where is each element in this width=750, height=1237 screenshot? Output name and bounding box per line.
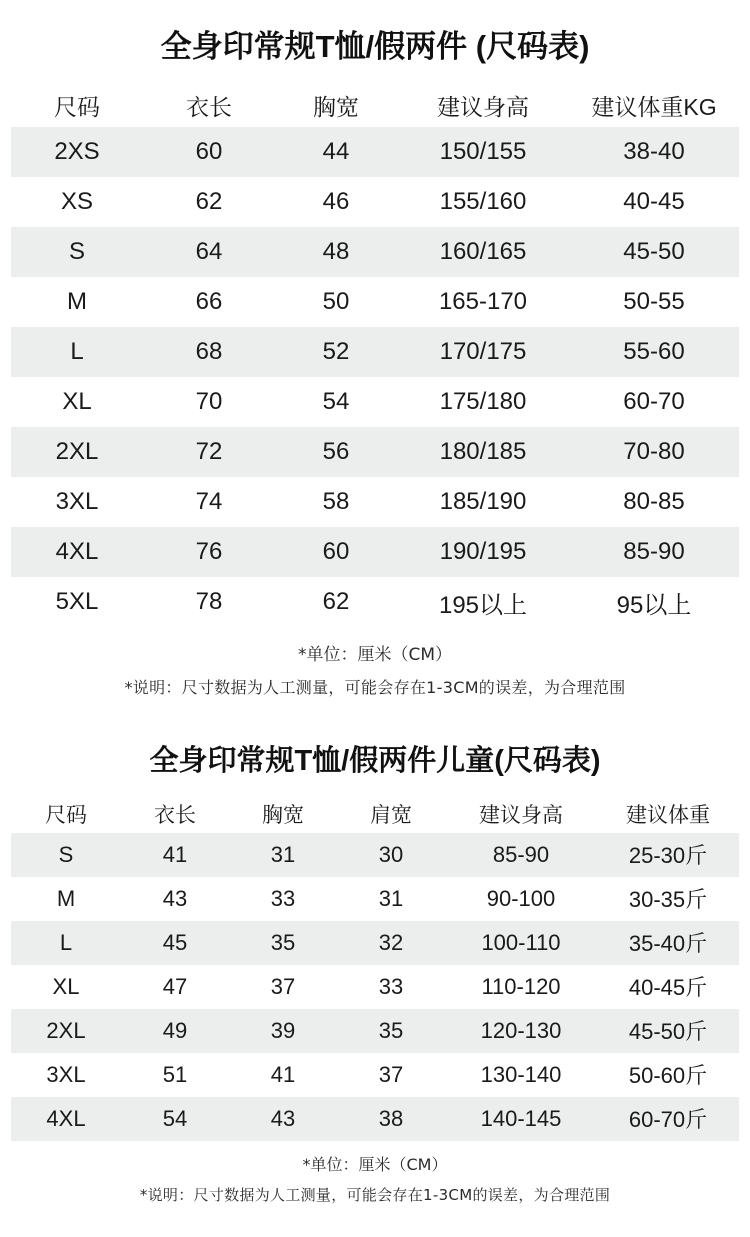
table-row [11, 833, 739, 877]
cell-height: 155/160 [397, 177, 569, 227]
cell-height: 100-110 [445, 921, 597, 965]
cell-height: 175/180 [397, 377, 569, 427]
cell-length: 78 [143, 577, 275, 627]
column-header-length: 衣长 [186, 93, 232, 120]
cell-height: 120-130 [445, 1009, 597, 1053]
column-header-weight: 建议体重 [626, 803, 710, 827]
cell-shoulder: 38 [337, 1097, 445, 1141]
cell-size: 5XL [11, 577, 143, 627]
cell-height: 195以上 [397, 577, 569, 627]
cell-length: 60 [143, 127, 275, 177]
cell-size: S [11, 227, 143, 277]
table-row [11, 177, 739, 227]
cell-weight: 40-45 [569, 177, 739, 227]
cell-shoulder: 32 [337, 921, 445, 965]
cell-weight: 30-35斤 [597, 877, 739, 921]
cell-height: 85-90 [445, 833, 597, 877]
table-row [11, 577, 739, 627]
cell-weight: 50-60斤 [597, 1053, 739, 1097]
kids-size-section [0, 712, 750, 1205]
adult-size-title: 全身印常规T恤/假两件 (尺码表) [160, 29, 590, 64]
cell-height: 180/185 [397, 427, 569, 477]
cell-size: XS [11, 177, 143, 227]
cell-length: 54 [121, 1097, 229, 1141]
table-row [11, 327, 739, 377]
cell-chest: 43 [229, 1097, 337, 1141]
cell-weight: 35-40斤 [597, 921, 739, 965]
cell-size: L [11, 921, 121, 965]
cell-size: 4XL [11, 1097, 121, 1141]
cell-size: M [11, 877, 121, 921]
cell-weight: 70-80 [569, 427, 739, 477]
cell-shoulder: 33 [337, 965, 445, 1009]
cell-length: 72 [143, 427, 275, 477]
table-row [11, 127, 739, 177]
cell-height: 140-145 [445, 1097, 597, 1141]
cell-length: 62 [143, 177, 275, 227]
cell-weight: 25-30斤 [597, 833, 739, 877]
cell-length: 45 [121, 921, 229, 965]
cell-length: 43 [121, 877, 229, 921]
adult-measurement-note: *说明：尺寸数据为人工测量，可能会存在1-3CM的误差，为合理范围 [124, 678, 626, 698]
cell-size: XL [11, 377, 143, 427]
cell-chest: 44 [275, 127, 397, 177]
cell-size: S [11, 833, 121, 877]
cell-chest: 60 [275, 527, 397, 577]
column-header-size: 尺码 [45, 803, 87, 827]
column-header-size: 尺码 [54, 93, 100, 120]
cell-weight: 60-70斤 [597, 1097, 739, 1141]
table-row [11, 277, 739, 327]
cell-size: 2XL [11, 427, 143, 477]
cell-chest: 37 [229, 965, 337, 1009]
cell-weight: 40-45斤 [597, 965, 739, 1009]
cell-chest: 48 [275, 227, 397, 277]
column-header-height: 建议身高 [437, 93, 529, 120]
cell-chest: 56 [275, 427, 397, 477]
kids-unit-note: *单位：厘米（CM） [302, 1154, 448, 1174]
cell-weight: 55-60 [569, 327, 739, 377]
cell-length: 64 [143, 227, 275, 277]
table-row [11, 877, 739, 921]
cell-chest: 62 [275, 577, 397, 627]
cell-chest: 41 [229, 1053, 337, 1097]
cell-chest: 31 [229, 833, 337, 877]
cell-chest: 54 [275, 377, 397, 427]
cell-height: 165-170 [397, 277, 569, 327]
cell-height: 190/195 [397, 527, 569, 577]
cell-length: 70 [143, 377, 275, 427]
table-row [11, 965, 739, 1009]
cell-size: XL [11, 965, 121, 1009]
table-row [11, 1053, 739, 1097]
cell-length: 47 [121, 965, 229, 1009]
cell-weight: 45-50 [569, 227, 739, 277]
cell-length: 74 [143, 477, 275, 527]
cell-size: 3XL [11, 1053, 121, 1097]
cell-length: 68 [143, 327, 275, 377]
cell-weight: 60-70 [569, 377, 739, 427]
table-row [11, 1097, 739, 1141]
cell-chest: 35 [229, 921, 337, 965]
kids-size-title: 全身印常规T恤/假两件儿童(尺码表) [149, 745, 601, 778]
cell-weight: 80-85 [569, 477, 739, 527]
table-row [11, 427, 739, 477]
cell-chest: 52 [275, 327, 397, 377]
cell-chest: 50 [275, 277, 397, 327]
cell-chest: 33 [229, 877, 337, 921]
cell-weight: 50-55 [569, 277, 739, 327]
cell-length: 66 [143, 277, 275, 327]
cell-size: 3XL [11, 477, 143, 527]
cell-weight: 45-50斤 [597, 1009, 739, 1053]
cell-height: 160/165 [397, 227, 569, 277]
column-header-shoulder: 肩宽 [370, 803, 412, 827]
cell-shoulder: 31 [337, 877, 445, 921]
cell-height: 185/190 [397, 477, 569, 527]
table-row [11, 1009, 739, 1053]
cell-chest: 46 [275, 177, 397, 227]
cell-length: 76 [143, 527, 275, 577]
cell-weight: 85-90 [569, 527, 739, 577]
cell-size: 2XS [11, 127, 143, 177]
column-header-length: 衣长 [154, 803, 196, 827]
kids-measurement-note: *说明：尺寸数据为人工测量，可能会存在1-3CM的误差，为合理范围 [139, 1185, 611, 1204]
table-row [11, 527, 739, 577]
cell-shoulder: 30 [337, 833, 445, 877]
column-header-chest: 胸宽 [262, 803, 304, 827]
cell-shoulder: 37 [337, 1053, 445, 1097]
table-row [11, 377, 739, 427]
adult-size-table [11, 83, 739, 627]
table-row [11, 921, 739, 965]
cell-length: 51 [121, 1053, 229, 1097]
cell-size: L [11, 327, 143, 377]
kids-size-table [11, 795, 739, 1141]
adult-unit-note: *单位：厘米（CM） [297, 645, 453, 666]
cell-size: M [11, 277, 143, 327]
table-header-row [11, 795, 739, 833]
column-header-chest: 胸宽 [313, 93, 359, 120]
cell-shoulder: 35 [337, 1009, 445, 1053]
cell-chest: 58 [275, 477, 397, 527]
cell-size: 4XL [11, 527, 143, 577]
cell-height: 170/175 [397, 327, 569, 377]
cell-height: 90-100 [445, 877, 597, 921]
cell-weight: 95以上 [569, 577, 739, 627]
cell-size: 2XL [11, 1009, 121, 1053]
column-header-height: 建议身高 [479, 803, 563, 827]
cell-height: 130-140 [445, 1053, 597, 1097]
section-spacer [0, 698, 750, 712]
table-row [11, 227, 739, 277]
cell-weight: 38-40 [569, 127, 739, 177]
cell-chest: 39 [229, 1009, 337, 1053]
cell-height: 110-120 [445, 965, 597, 1009]
cell-length: 41 [121, 833, 229, 877]
cell-height: 150/155 [397, 127, 569, 177]
column-header-weight: 建议体重KG [591, 93, 717, 120]
table-header-row [11, 83, 739, 127]
cell-length: 49 [121, 1009, 229, 1053]
table-row [11, 477, 739, 527]
